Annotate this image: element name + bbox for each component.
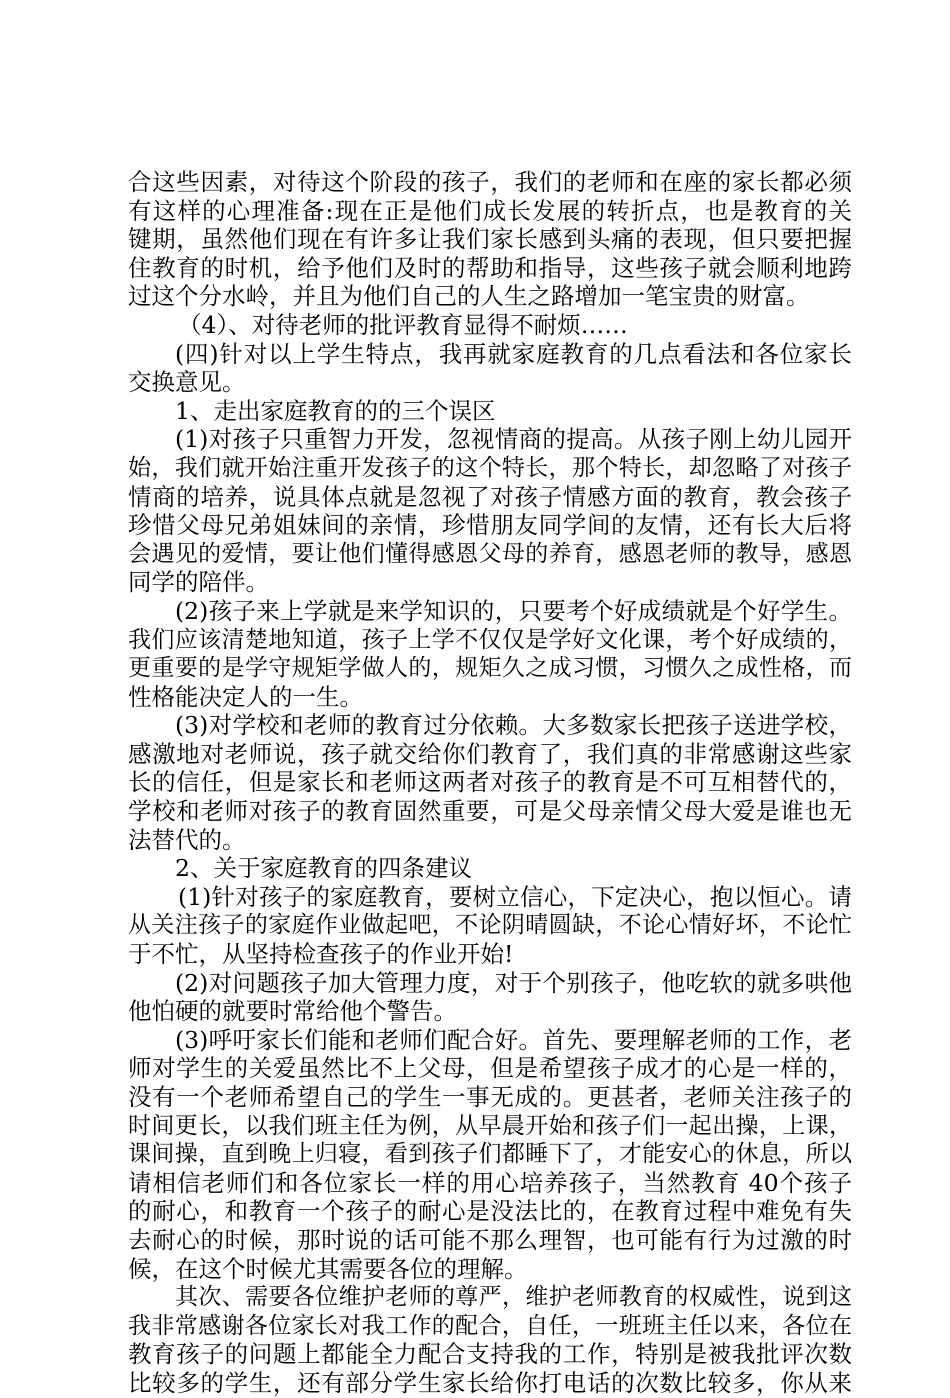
text-line-content: 同学的陪伴。: [128, 568, 269, 597]
text-line-content: 法替代的。: [128, 825, 246, 854]
text-line-content: 1、走出家庭教育的的三个误区: [175, 396, 496, 425]
text-line: [128, 282, 852, 311]
text-line: [128, 1255, 852, 1284]
text-line: [128, 1026, 852, 1055]
text-line-content: 性格能决定人的一生。: [128, 682, 363, 711]
text-line-content: 长的信任，但是家长和老师这两者对孩子的教育是不可互相替代的，: [128, 768, 852, 797]
text-line: [128, 626, 852, 655]
text-line: [128, 654, 852, 683]
text-line-content: (四)针对以上学生特点，我再就家庭教育的几点看法和各位家长: [175, 339, 852, 368]
text-line: [128, 168, 852, 197]
text-line-content: 2、关于家庭教育的四条建议: [175, 854, 472, 883]
text-line-content: 没有一个老师希望自己的学生一事无成的。更甚者，老师关注孩子的: [128, 1083, 852, 1111]
text-line: [128, 826, 852, 855]
text-line-content: 情商的培养，说具体点就是忽视了对孩子情感方面的教育，教会孩子: [128, 482, 852, 511]
text-line: [128, 225, 852, 254]
text-line: [128, 1140, 852, 1169]
text-line-content: （4）、对待老师的批评教育显得不耐烦……: [178, 310, 628, 339]
text-line-content: 从关注孩子的家庭作业做起吧，不论阴晴圆缺，不论心情好坏，不论忙: [128, 912, 852, 939]
text-line-content: 感激地对老师说，孩子就交给你们教育了，我们真的非常感谢这些家: [128, 739, 852, 768]
text-line: [128, 854, 852, 883]
text-line: [128, 683, 852, 712]
text-line-content: 我非常感谢各位家长对我工作的配合，自任，一班班主任以来，各位在: [128, 1312, 852, 1339]
text-line-content: 有这样的心理准备:现在正是他们成长发展的转折点，也是教育的关: [128, 196, 852, 225]
text-line-content: 始，我们就开始注重开发孩子的这个特长，那个特长，却忽略了对孩子: [128, 454, 852, 481]
text-line: [128, 940, 852, 969]
text-line-content: 教育孩子的问题上都能全力配合支持我的工作，特别是被我批评次数: [128, 1340, 852, 1369]
text-line: [128, 1226, 852, 1255]
text-line-content: 的耐心，和教育一个孩子的耐心是没法比的，在教育过程中难免有失: [128, 1197, 852, 1226]
text-line: [128, 768, 852, 797]
text-line-content: 交换意见。: [128, 368, 246, 397]
text-line: [128, 368, 852, 397]
text-line: [128, 1340, 852, 1369]
text-line-content: 比较多的学生，还有部分学生家长给你打电话的次数比较多，你从来: [128, 1368, 852, 1397]
text-line-content: 珍惜父母兄弟姐妹间的亲情，珍惜朋友同学间的友情，还有长大后将: [128, 511, 852, 540]
text-line: [128, 997, 852, 1026]
text-line: [128, 197, 852, 226]
text-line-content: 键期，虽然他们现在有许多让我们家长感到头痛的表现，但只要把握: [128, 225, 852, 254]
document-page: [128, 168, 852, 1398]
text-line: [128, 797, 852, 826]
text-line: [128, 1054, 852, 1083]
text-line-content: 师对学生的关爱虽然比不上父母，但是希望孩子成才的心是一样的，: [128, 1054, 852, 1083]
text-line: [128, 1197, 852, 1226]
text-line-content: 更重要的是学守规矩学做人的，规矩久之成习惯，习惯久之成性格，而: [128, 655, 852, 682]
text-line: [128, 740, 852, 769]
text-line: [128, 1369, 852, 1398]
text-line-content: 其次、需要各位维护老师的尊严，维护老师教育的权威性，说到这: [175, 1284, 852, 1311]
text-line-content: (3)呼吁家长们能和老师们配合好。首先、要理解老师的工作，老: [175, 1025, 852, 1054]
text-line-content: (3)对学校和老师的教育过分依赖。大多数家长把孩子送进学校，: [175, 711, 852, 740]
text-line-content: (1)对孩子只重智力开发，忽视情商的提高。从孩子刚上幼儿园开: [175, 425, 852, 454]
text-line: [128, 1169, 852, 1198]
text-line: [128, 1312, 852, 1341]
text-line-content: 时间更长，以我们班主任为例，从早晨开始和孩子们一起出操，上课，: [128, 1112, 852, 1139]
text-line: [128, 254, 852, 283]
text-line: [128, 1112, 852, 1141]
text-line: [128, 540, 852, 569]
text-line-content: 住教育的时机，给予他们及时的帮助和指导，这些孩子就会顺利地跨: [128, 253, 852, 282]
text-line-content: 会遇见的爱情，要让他们懂得感恩父母的养育，感恩老师的教导，感恩: [128, 540, 852, 567]
text-line-content: 他怕硬的就要时常给他个警告。: [128, 997, 457, 1026]
text-line-content: 去耐心的时候，那时说的话可能不那么理智，也可能有行为过激的时: [128, 1225, 852, 1254]
text-line: [128, 397, 852, 426]
text-line: [128, 340, 852, 369]
text-line-content: 候，在这个时候尤其需要各位的理解。: [128, 1254, 528, 1283]
text-line: [128, 425, 852, 454]
text-line: [128, 597, 852, 626]
text-line-content: 于不忙，从坚持检查孩子的作业开始!: [128, 940, 514, 969]
text-line: [128, 1083, 852, 1112]
text-line: [128, 483, 852, 512]
text-line-content: (1)针对孩子的家庭教育，要树立信心，下定决心，抱以恒心。请: [178, 882, 852, 911]
text-line: [128, 911, 852, 940]
text-line-content: (2)孩子来上学就是来学知识的，只要考个好成绩就是个好学生。: [175, 596, 852, 625]
text-line-content: (2)对问题孩子加大管理力度，对于个别孩子，他吃软的就多哄他: [175, 968, 852, 997]
text-line: [128, 511, 852, 540]
text-line: [128, 969, 852, 998]
text-line-content: 请相信老师们和各位家长一样的用心培养孩子，当然教育 40个孩子: [128, 1168, 852, 1197]
text-line-content: 课间操，直到晚上归寝，看到孩子们都睡下了，才能安心的休息，所以: [128, 1141, 852, 1168]
text-line: [128, 883, 852, 912]
text-line: [128, 1283, 852, 1312]
text-line-content: 过这个分水岭，并且为他们自己的人生之路增加一笔宝贵的财富。: [128, 282, 810, 311]
text-line: [128, 711, 852, 740]
text-line: [128, 568, 852, 597]
text-line-content: 合这些因素，对待这个阶段的孩子，我们的老师和在座的家长都必须: [128, 168, 852, 196]
text-line-content: 我们应该清楚地知道，孩子上学不仅仅是学好文化课，考个好成绩的，: [128, 626, 852, 653]
text-line: [128, 311, 852, 340]
text-line: [128, 454, 852, 483]
text-line-content: 学校和老师对孩子的教育固然重要，可是父母亲情父母大爱是谁也无: [128, 797, 852, 826]
